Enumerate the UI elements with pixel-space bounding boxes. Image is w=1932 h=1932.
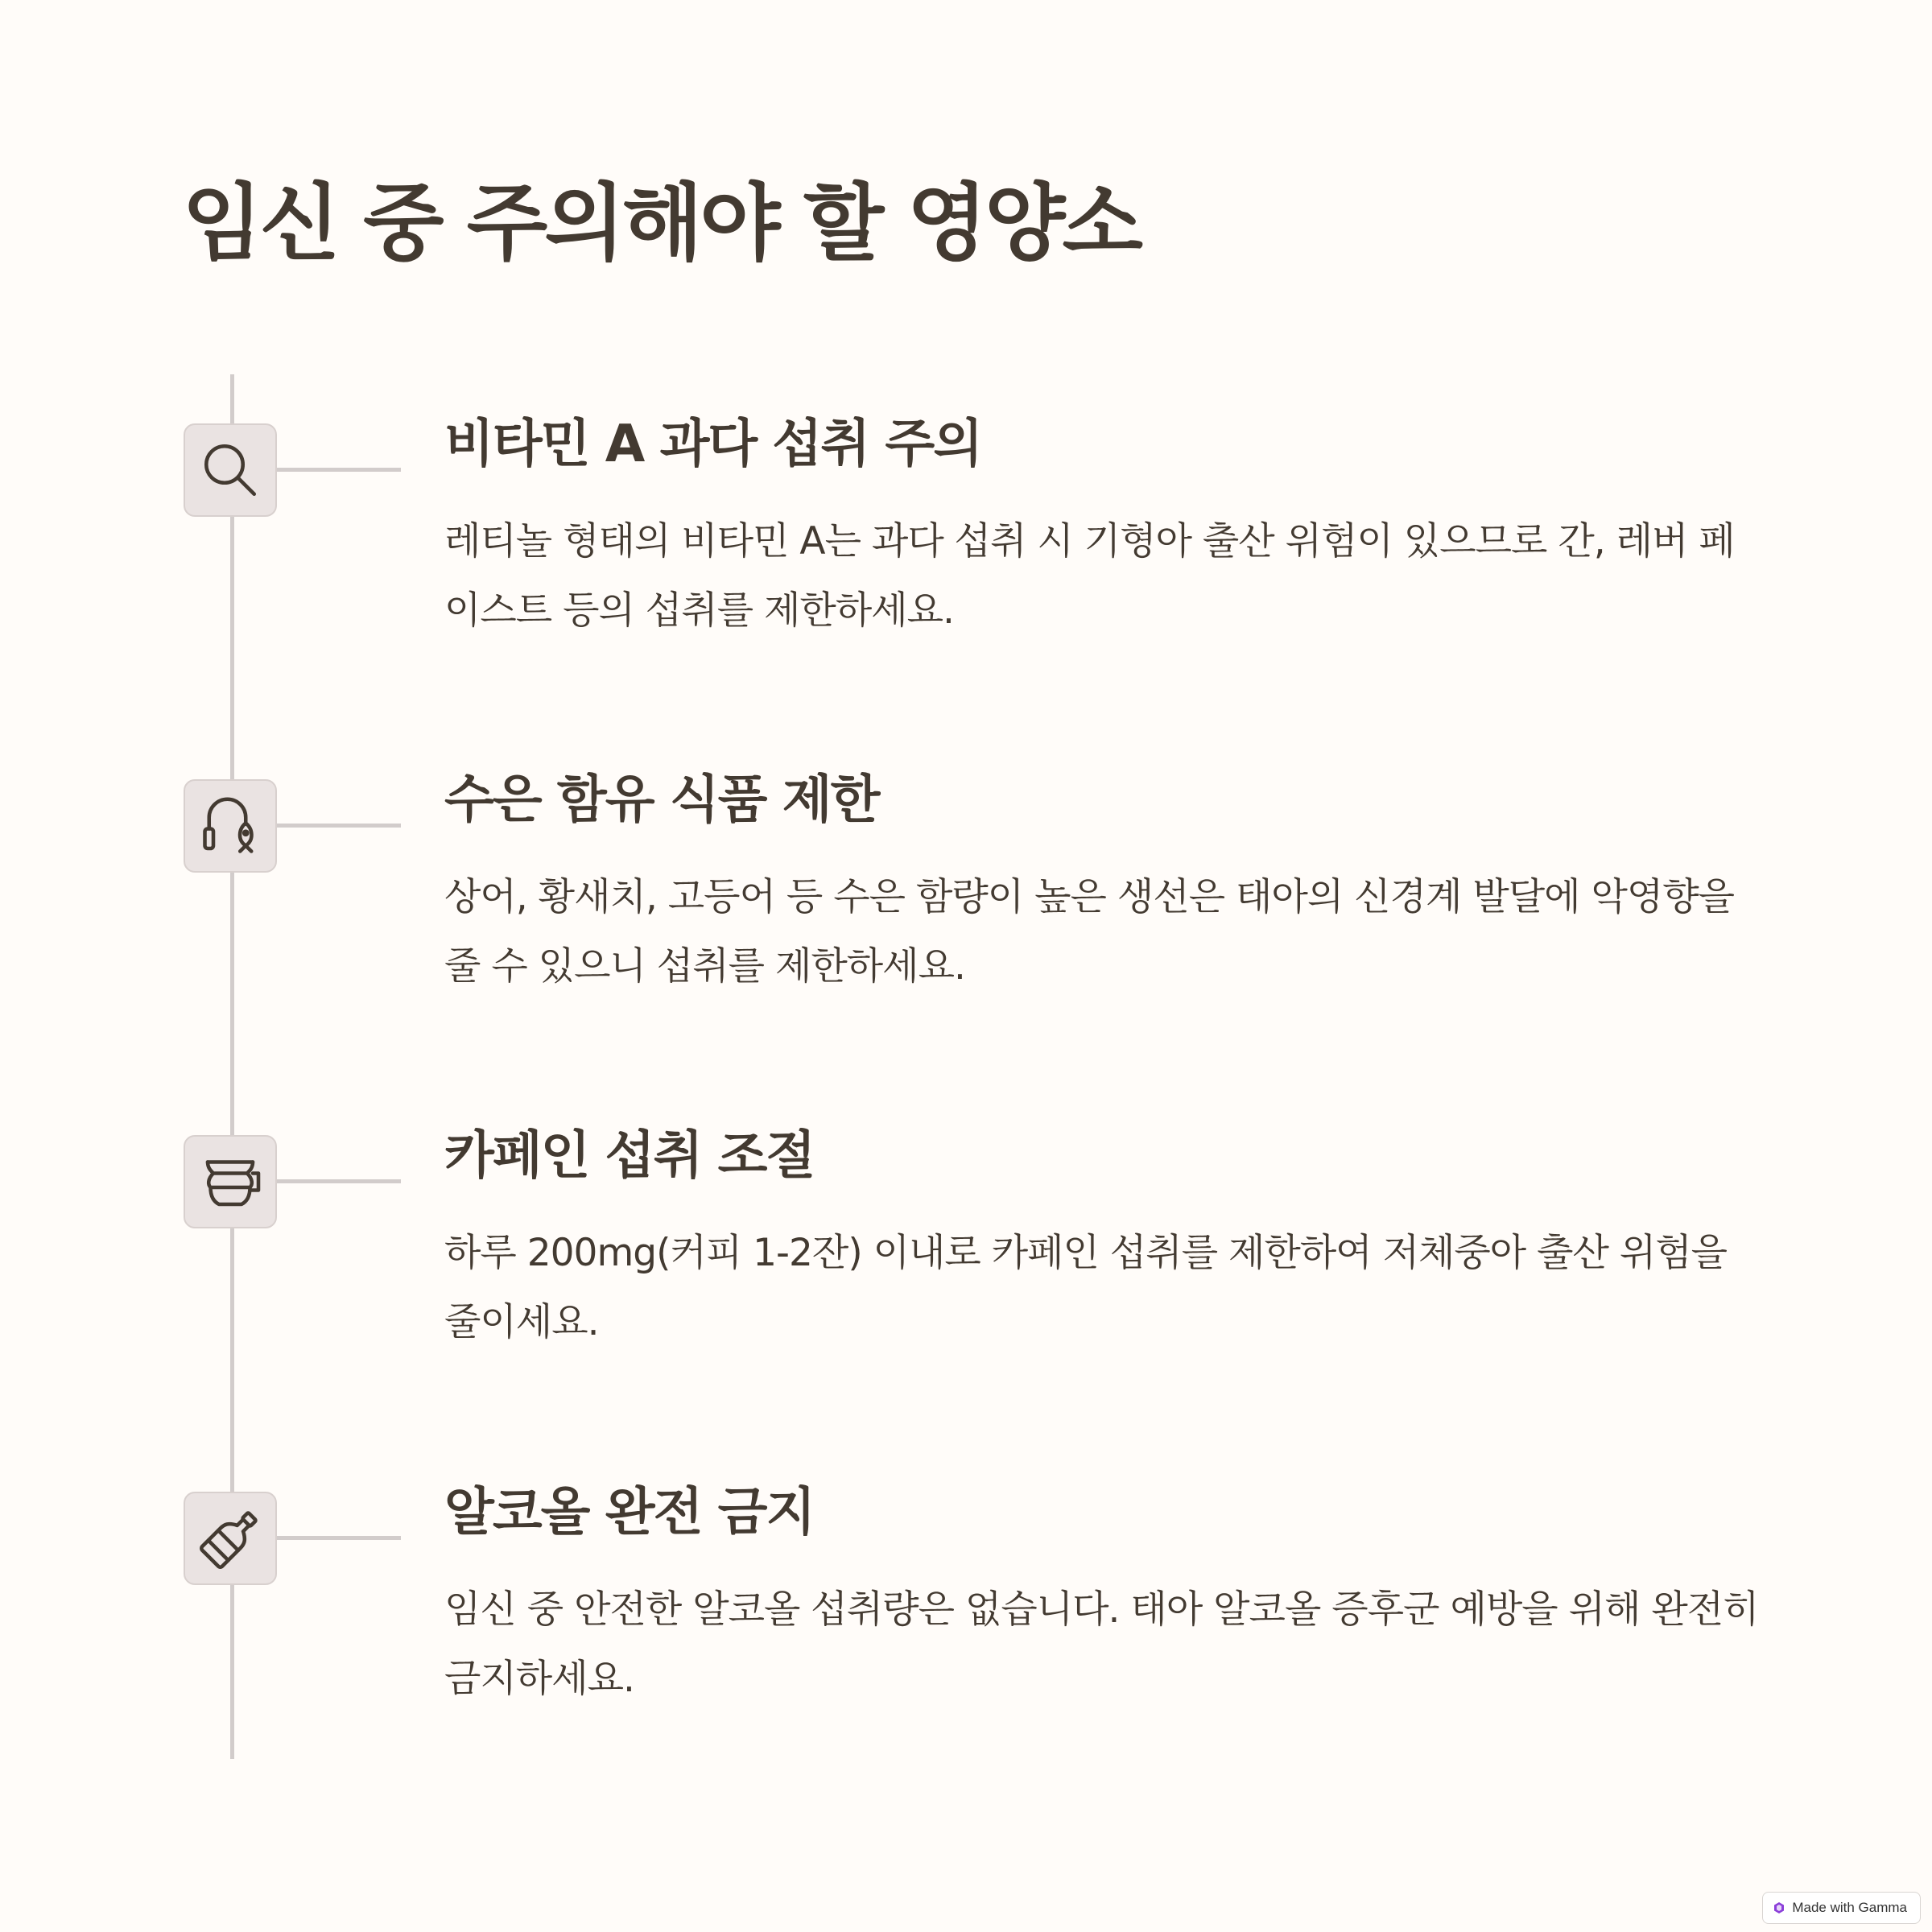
item-title: 수은 함유 식품 제한 xyxy=(444,770,879,830)
gamma-logo-icon xyxy=(1773,1901,1785,1914)
bottle-icon xyxy=(196,1505,264,1572)
badge-label: Made with Gamma xyxy=(1792,1900,1907,1915)
icon-box xyxy=(184,1492,277,1585)
item-title: 알코올 완전 금지 xyxy=(444,1483,815,1542)
item-description: 임신 중 안전한 알코올 섭취량은 없습니다. 태아 알코올 증후군 예방을 위해 완전히 금지하세요. xyxy=(444,1587,1759,1701)
icon-box xyxy=(184,779,277,873)
icon-box xyxy=(184,423,277,517)
item-title: 카페인 섭취 조절 xyxy=(444,1126,815,1186)
item-title: 비타민 A 과다 섭취 주의 xyxy=(444,415,982,474)
timeline-connector xyxy=(277,468,401,472)
coffee-pot-icon xyxy=(196,1148,264,1216)
fishing-icon xyxy=(196,792,264,860)
item-description: 상어, 황새치, 고등어 등 수은 함량이 높은 생선은 태아의 신경계 발달에 악영향을 줄 수 있으니 섭취를 제한하세요. xyxy=(444,875,1735,989)
item-description: 하루 200mg(커피 1-2잔) 이내로 카페인 섭취를 제한하여 저체중아 출산 위험을 줄이세요. xyxy=(444,1231,1728,1344)
timeline-connector xyxy=(277,1536,401,1540)
timeline-connector xyxy=(277,824,401,828)
made-with-gamma-badge[interactable] xyxy=(1762,1892,1921,1924)
page-title: 임신 중 주의해야 할 영양소 xyxy=(182,174,1140,272)
search-icon xyxy=(196,436,264,504)
icon-box xyxy=(184,1135,277,1228)
timeline-connector xyxy=(277,1179,401,1183)
item-description: 레티놀 형태의 비타민 A는 과다 섭취 시 기형아 출산 위험이 있으므로 간, 레버 페이스트 등의 섭취를 제한하세요. xyxy=(444,519,1735,633)
